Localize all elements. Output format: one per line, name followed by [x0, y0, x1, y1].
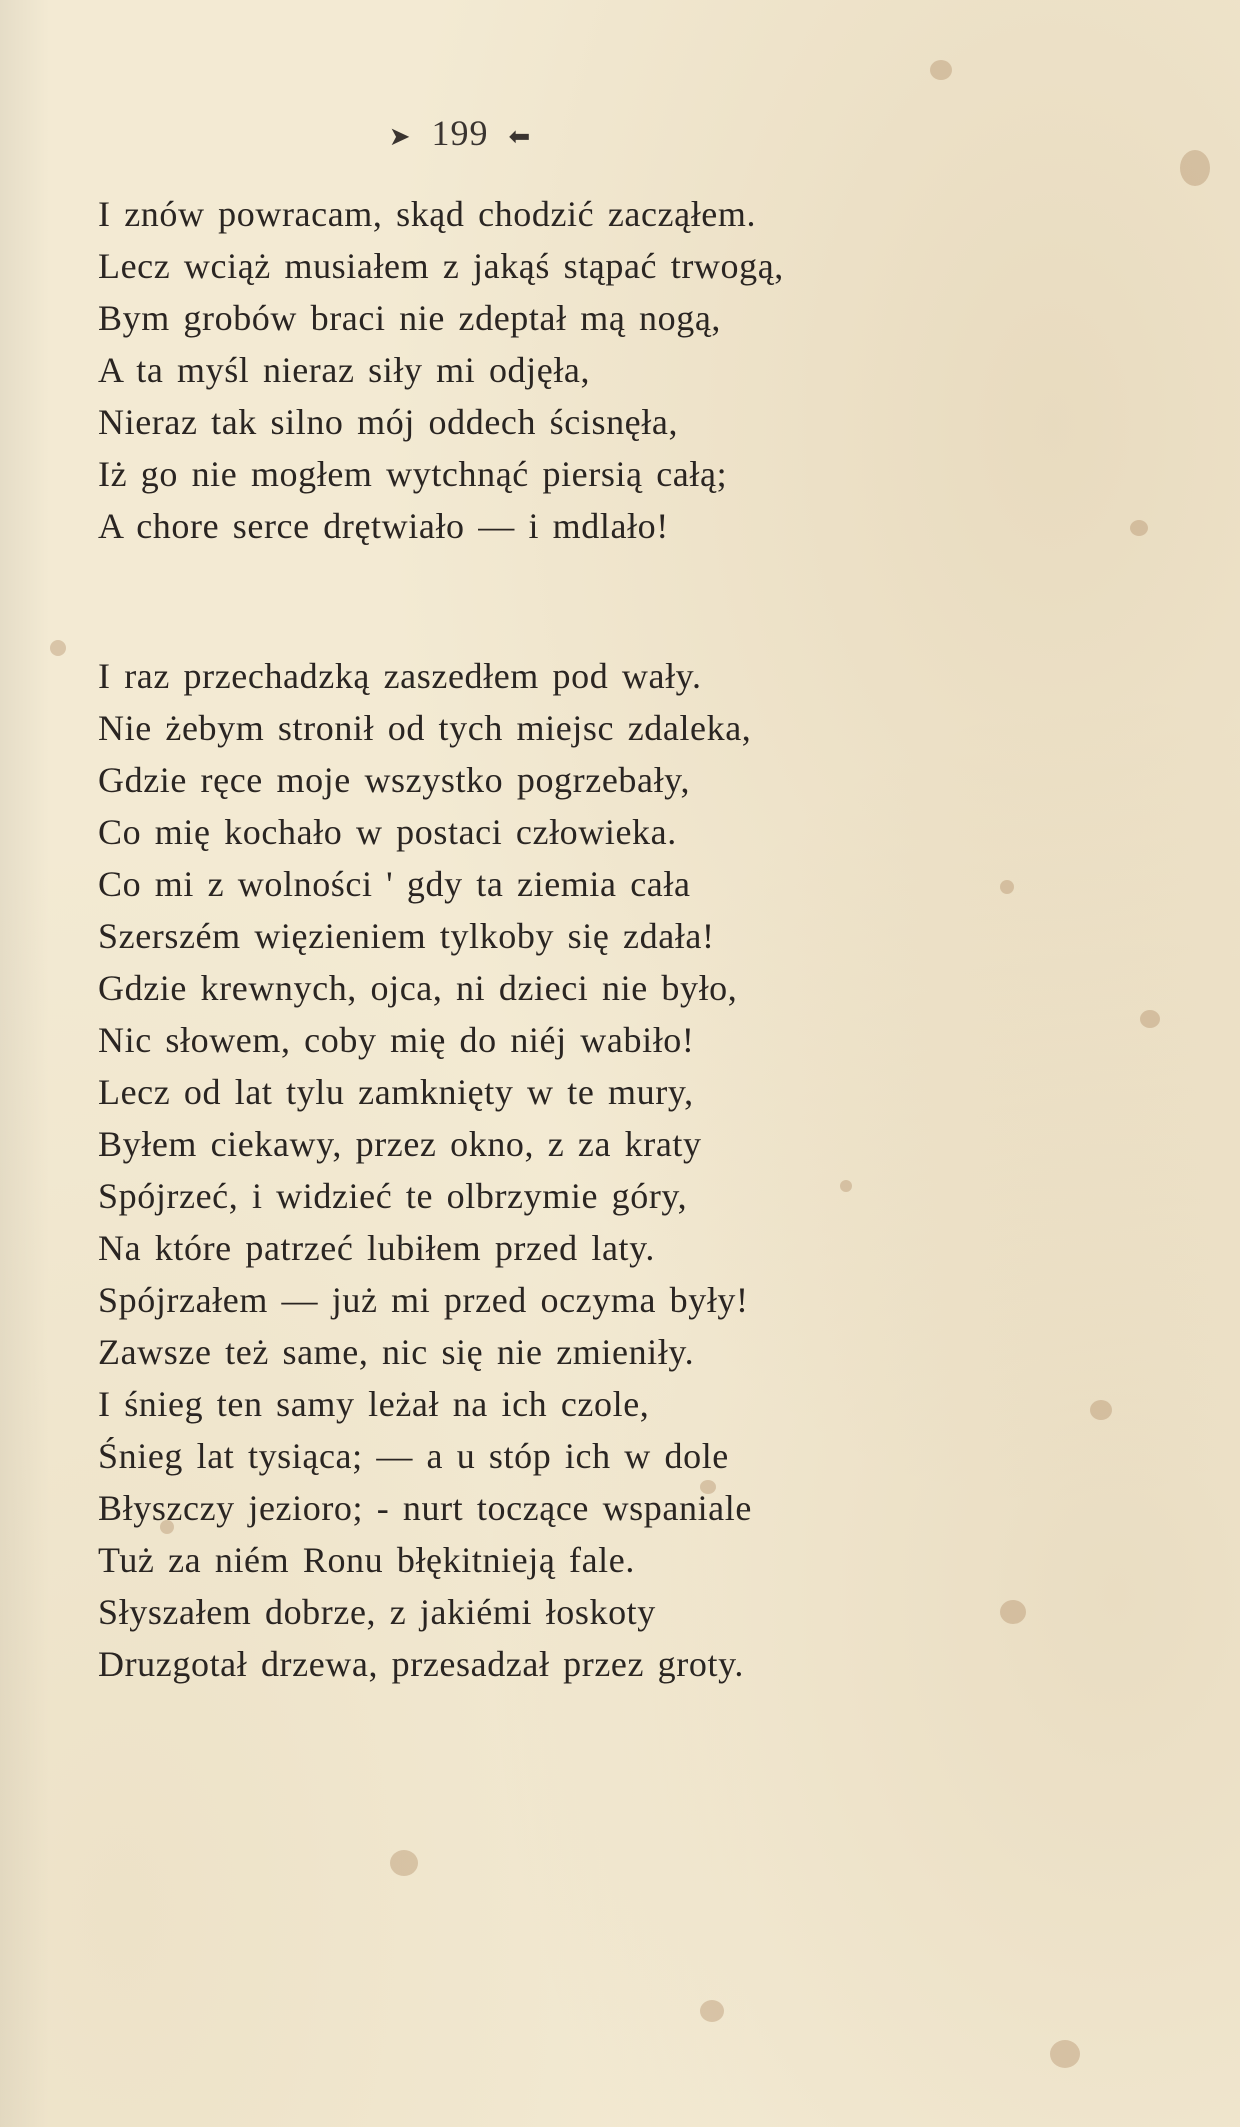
foxing-spot [1180, 150, 1210, 186]
left-ornament: ➤ [388, 121, 412, 151]
foxing-spot [930, 60, 952, 80]
verse-line: I znów powracam, skąd chodzić zacząłem. [98, 194, 757, 234]
foxing-spot [1140, 1010, 1160, 1028]
foxing-spot [700, 2000, 724, 2022]
verse-line: Tuż za niém Ronu błękitnieją fale. [98, 1540, 635, 1580]
verse-line: Nie żebym stronił od tych miejsc zdaleka, [98, 708, 752, 748]
verse-line: Nic słowem, coby mię do niéj wabiło! [98, 1020, 695, 1060]
verse-line: A ta myśl nieraz siły mi odjęła, [98, 350, 591, 390]
verse-line: Co mi z wolności ' gdy ta ziemia cała [98, 864, 691, 904]
foxing-spot [1050, 2040, 1080, 2068]
verse-line: Gdzie krewnych, ojca, ni dzieci nie było, [98, 968, 738, 1008]
verse-line: Zawsze też same, nic się nie zmieniły. [98, 1332, 695, 1372]
page-header [0, 112, 920, 154]
verse-line: Spójrzeć, i widzieć te olbrzymie góry, [98, 1176, 688, 1216]
foxing-spot [390, 1850, 418, 1876]
verse-line: Słyszałem dobrze, z jakiémi łoskoty [98, 1592, 656, 1632]
verse-line: Druzgotał drzewa, przesadzał przez groty. [98, 1644, 744, 1684]
verse-line: Błyszczy jezioro; - nurt toczące wspaniale [98, 1488, 752, 1528]
stanza-2 [98, 650, 918, 1690]
verse-line: Bym grobów braci nie zdeptał mą nogą, [98, 298, 722, 338]
verse-line: Gdzie ręce moje wszystko pogrzebały, [98, 760, 691, 800]
stanza-1 [98, 188, 918, 552]
verse-line: Co mię kochało w postaci człowieka. [98, 812, 677, 852]
verse-line: I raz przechadzką zaszedłem pod wały. [98, 656, 702, 696]
foxing-spot [1000, 880, 1014, 894]
verse-line: Lecz od lat tylu zamknięty w te mury, [98, 1072, 694, 1112]
foxing-spot [1090, 1400, 1112, 1420]
verse-line: I śnieg ten samy leżał na ich czole, [98, 1384, 650, 1424]
verse-line: Iż go nie mogłem wytchnąć piersią całą; [98, 454, 728, 494]
verse-line: Spójrzałem — już mi przed oczyma były! [98, 1280, 749, 1320]
foxing-spot [1000, 1600, 1026, 1624]
verse-line: Szerszém więzieniem tylkoby się zdała! [98, 916, 715, 956]
page-number: 199 [431, 113, 489, 153]
verse-line: Nieraz tak silno mój oddech ścisnęła, [98, 402, 679, 442]
foxing-spot [50, 640, 66, 656]
verse-line: Byłem ciekawy, przez okno, z za kraty [98, 1124, 702, 1164]
foxing-spot [1130, 520, 1148, 536]
verse-line: Śnieg lat tysiąca; — a u stóp ich w dole [98, 1436, 729, 1476]
verse-line: Lecz wciąż musiałem z jakąś stąpać trwogą, [98, 246, 784, 286]
right-ornament: ⬅ [508, 121, 532, 151]
verse-line: A chore serce drętwiało — i mdlało! [98, 506, 669, 546]
verse-line: Na które patrzeć lubiłem przed laty. [98, 1228, 656, 1268]
